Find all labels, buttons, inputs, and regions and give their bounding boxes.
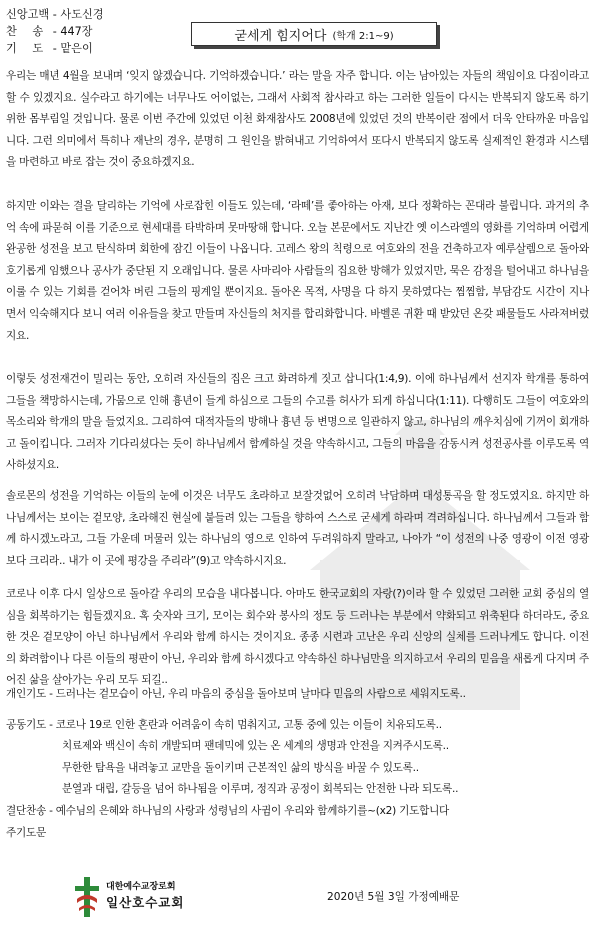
joint-prayer-item: 치료제와 백신이 속히 개발되며 팬데믹에 있는 온 세계의 생명과 안전을 지켜주시도록.. xyxy=(62,740,449,753)
prayer-text: 드러나는 겉모습이 아닌, 우리 마음의 중심을 돌아보며 날마다 믿음의 사람으로 세워지도록.. xyxy=(55,688,466,700)
closing-hymn: 결단찬송 - 예수님의 은혜와 하나님의 사랑과 성령님의 사귐이 우리와 함께하기를~(x2) 기도합니다 xyxy=(6,804,450,817)
lords-prayer: 주기도문 xyxy=(6,826,46,839)
sermon-paragraph-1: 우리는 매년 4월을 보내며 ‘잊지 않겠습니다. 기억하겠습니다.’ 라는 말을 자주 합니다. 이는 남아있는 자들의 책임이요 다짐이라고 할 수 있겠지요. 실수라고 하기에는 너무나도 어이없는, 그래서 사회적 참사라고 하는 그러한 일들이 다시는 반복되지 않도록 하기 위한 몸부림일 것입니다. 물론 이번 주간에 있었던 이천 화재참사도 2008년에 있었던 것의 반복이란 점에서 더욱 안타까운 마음입니다. 그런 의미에서 특히나 재난의 경우, 분명히 그 원인을 밝혀내고 기억하여서 또다시 반복되지 않도록 실제적인 환경과 시스템을 마련하고 바로 잡는 것이 중요하겠지요. xyxy=(6,70,589,169)
order-row-hymn: 찬 송 - 447장 xyxy=(6,25,93,38)
order-row-creed: 신앙고백 - 사도신경 xyxy=(6,8,104,21)
worship-order xyxy=(6,6,104,57)
order-value: 맡은이 xyxy=(60,42,93,55)
order-value: 447장 xyxy=(60,25,93,38)
personal-prayer: 개인기도 - 드러나는 겉모습이 아닌, 우리 마음의 중심을 돌아보며 날마다 믿음의 사람으로 세워지도록.. xyxy=(6,688,466,700)
sermon-title: 굳세게 힘지어다 xyxy=(234,28,327,44)
prayer-label: 결단찬송 xyxy=(6,804,46,817)
denomination-name: 대한예수교장로회 xyxy=(106,882,176,892)
joint-prayer-item: 분열과 대립, 갈등을 넘어 하나됨을 이루며, 정직과 공정이 회복되는 안전한 나라 되도록.. xyxy=(62,783,459,796)
order-row-prayer: 기 도 - 맡은이 xyxy=(6,42,93,55)
prayer-section xyxy=(6,684,589,844)
joint-prayer-first: 공동기도 - 코로나 19로 인한 혼란과 어려움이 속히 멈춰지고, 고통 중에 있는 이들이 치유되도록.. xyxy=(6,718,442,731)
order-label: 찬 송 xyxy=(6,25,50,38)
prayer-label: 공동기도 xyxy=(6,718,46,731)
prayer-text: 코로나 19로 인한 혼란과 어려움이 속히 멈춰지고, 고통 중에 있는 이들이 치유되도록.. xyxy=(55,718,442,731)
order-label: 신앙고백 xyxy=(6,8,50,21)
sermon-paragraph-2: 하지만 이와는 결을 달리하는 기억에 사로잡힌 이들도 있는데, ‘라떼’를 좋아하는 아재, 보다 정확하는 꼰대라 불립니다. 과거의 추억 속에 파묻혀 이를 기준으로 현세대를 타박하며 못마땅해 합니다. 오늘 본문에서도 지난간 옛 이스라엘의 영화를 기억하며 어렵게 완공한 성전을 보고 탄식하며 회한에 잠긴 이들이 나옵니다. 고레스 왕의 칙령으로 여호와의 전을 건축하고자 예루살렘으로 돌아와 호기롭게 임했으나 공사가 중단된 지 오래입니다. 물론 사마리아 사람들의 집요한 방해가 있었지만, 묵은 감정을 털어내고 하나님을 이룰 수 있는 기회를 걷어차 버린 그들의 핑계일 뿐이지요. 돌아온 목적, 사명을 다 하지 못하였다는 찜찜함, 부담감도 시간이 지나면서 익숙해지다 보니 여러 이유들을 찾고 만들며 자신들의 처지를 합리화합니다. 바벨론 귀환 때 받았던 온갖 패물들도 사라져버렸지요. xyxy=(6,200,589,342)
church-logo-block xyxy=(74,877,184,917)
worship-date: 2020년 5월 3일 가정예배문 xyxy=(327,891,460,903)
sermon-title-box xyxy=(191,22,437,46)
prayer-text: 예수님의 은혜와 하나님의 사랑과 성령님의 사귐이 우리와 함께하기를~(x2) 기도합니다 xyxy=(55,804,450,817)
sermon-paragraph-3: 이렇듯 성전재건이 밀리는 동안, 오히려 자신들의 집은 크고 화려하게 짓고 삽니다(1:4,9). 이에 하나님께서 선지자 학개를 통하여 그들을 책망하시는데, 가뭄으로 인해 흉년이 들게 하심으로 그들의 수고를 허사가 되게 하십니다(1:11). 다행히도 그들이 여호와의 목소리와 학개의 말을 들었지요. 그리하여 대적자들의 방해나 흉년 등 변명으로 일관하지 않고, 하나님의 깨우치심에 기꺼이 회개하고 돌이킵니다. 그러자 기다리셨다는 듯이 하나님께서 함께하실 것을 약속하시고, 그들의 마음을 감동시켜 성전공사를 이루도록 역사하셨지요. xyxy=(6,373,589,472)
order-value: 사도신경 xyxy=(60,8,104,21)
sermon-paragraph-5: 코로나 이후 다시 일상으로 돌아갈 우리의 모습을 내다봅니다. 아마도 한국교회의 자랑(?)이라 할 수 있었던 그러한 교회 중심의 열심을 회복하기는 힘들겠지요. 혹 숫자와 크기, 모이는 회수와 봉사의 정도 등 드러나는 부분에서 약화되고 위축된다 하더라도, 중요한 것은 겉모양이 아닌 하나님께서 우리와 함께 하시는 것이지요. 종종 시련과 고난은 우리 신앙의 실체를 드러나게도 합니다. 이전의 화려함이나 다른 이들의 평판이 아닌, 우리와 함께 하시겠다고 약속하신 하나님만을 의지하고서 우리의 믿음을 새롭게 다지며 주어진 삶을 살아가는 우리 모두 되길.. xyxy=(6,588,589,687)
scripture-reference: (학개 2:1~9) xyxy=(332,30,394,42)
sermon-paragraph-4: 솔로몬의 성전을 기억하는 이들의 눈에 이것은 너무도 초라하고 보잘것없어 오히려 낙담하며 대성통곡을 할 정도였지요. 하지만 하나님께서는 보이는 겉모양, 초라해진 현실에 붙들려 있는 그들을 향하여 스스로 굳세게 하라며 격려하십니다. 하나님께서 그들과 함께 하시겠노라고, 그들 가운데 머물러 있는 하나님의 영으로 인하여 두려워하지 말라고, 나아가 “이 성전의 나중 영광이 이전 영광보다 크리라.. 내가 이 곳에 평강을 주리라”(9)고 약속하시지요. xyxy=(6,490,589,567)
church-names xyxy=(106,881,184,913)
order-label: 기 도 xyxy=(6,42,50,55)
cross-logo-icon xyxy=(74,877,100,917)
prayer-label: 개인기도 xyxy=(6,688,46,700)
church-name: 일산호수교회 xyxy=(106,895,185,910)
joint-prayer-item: 무한한 탐욕을 내려놓고 교만을 돌이키며 근본적인 삶의 방식을 바꿀 수 있도록.. xyxy=(62,761,419,774)
